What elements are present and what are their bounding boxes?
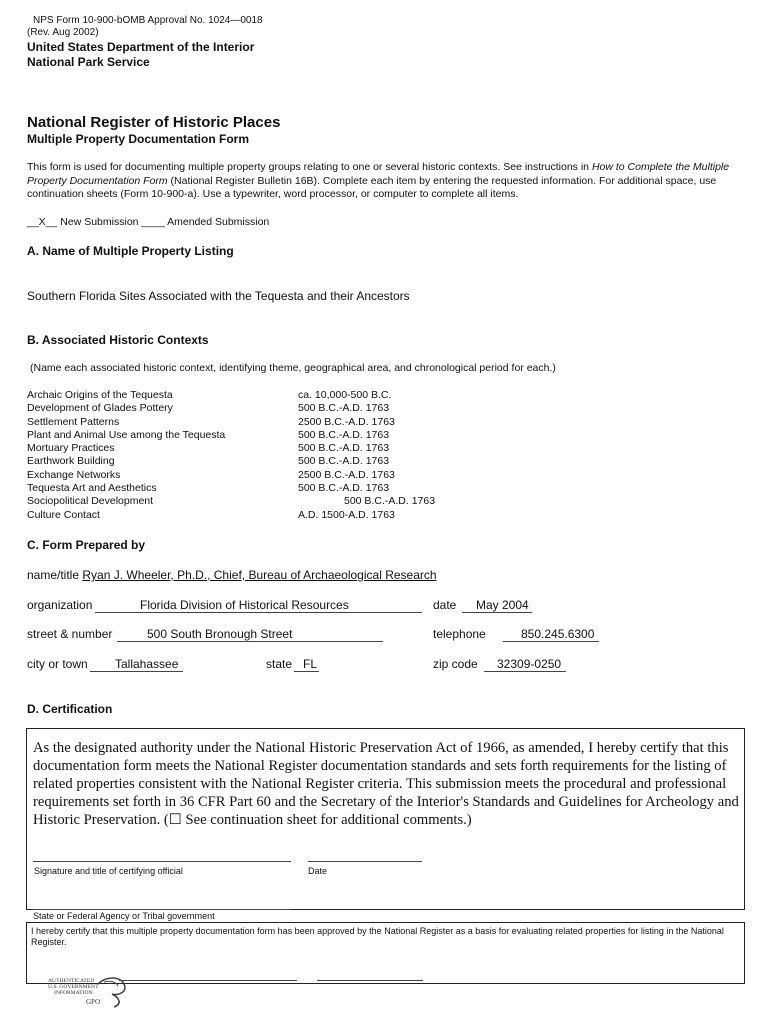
context-name: Plant and Animal Use among the Tequesta [27,428,226,441]
signature-label: Signature and title of certifying official [34,866,183,876]
street-underline [117,641,383,642]
telephone-label: telephone [433,627,486,641]
section-b-instructions: (Name each associated historic context, identifying theme, geographical area, and chronological period for each.) [30,362,556,374]
submission-type [27,216,269,228]
seal-line-2: U.S. GOVERNMENT [48,984,99,990]
context-name: Mortuary Practices [27,442,115,455]
form-number: NPS Form 10-900-bOMB Approval No. 1024—0018 [33,15,263,26]
eagle-icon [94,974,130,1008]
city-underline [90,671,183,672]
nr-signature-line[interactable] [119,980,297,981]
zip-value[interactable]: 32309-0250 [497,657,562,671]
agency-label: State or Federal Agency or Tribal government [33,911,215,921]
certification-statement: As the designated authority under the National Historic Preservation Act of 1966, as amended, I hereby certify that this documentation form meets the National Register documentation standards and sets forth requirements for the listing of related properties consistent with the National Register criteria. This submission meets the procedural and professional requirements set forth in 36 CFR Part 60 and the Secretary of the Interior's Standards and Guidelines for Archeology and Historic Preservation. (☐ See continuation sheet for additional comments.) [33,740,739,828]
amended-submission-mark[interactable]: ____ [141,216,165,228]
context-periods [298,389,435,522]
context-period: 500 B.C.-A.D. 1763 [298,428,390,441]
signature-date-line[interactable] [308,861,422,862]
street-value[interactable]: 500 South Bronough Street [147,627,293,641]
section-c-heading: C. Form Prepared by [27,538,146,552]
section-a-heading: A. Name of Multiple Property Listing [27,244,234,258]
context-name: Earthwork Building [27,455,115,468]
telephone-underline [503,641,599,642]
service-name: National Park Service [27,55,150,69]
context-period: A.D. 1500-A.D. 1763 [298,508,395,521]
continuation-checkbox-icon[interactable]: ☐ [168,812,182,828]
new-submission-label: New Submission [60,216,139,228]
form-subtitle: Multiple Property Documentation Form [27,132,250,146]
name-title-label: name/title [27,568,80,582]
section-d-heading: D. Certification [27,702,113,716]
state-underline [294,671,319,672]
nr-date-line[interactable] [317,980,423,981]
amended-submission-label: Amended Submission [167,216,270,228]
context-names [27,389,225,522]
name-title-row [27,568,437,582]
date-label: date [433,598,457,612]
context-period: ca. 10,000-500 B.C. [298,389,392,401]
context-period: 500 B.C.-A.D. 1763 [344,495,436,508]
context-period: 500 B.C.-A.D. 1763 [298,455,390,468]
date-value[interactable]: May 2004 [476,598,529,612]
context-period: 500 B.C.-A.D. 1763 [298,402,390,415]
context-name: Tequesta Art and Aesthetics [27,482,157,495]
context-period: 500 B.C.-A.D. 1763 [298,442,390,455]
organization-label: organization [27,598,93,612]
section-b-heading: B. Associated Historic Contexts [27,333,209,347]
state-label: state [266,657,293,671]
context-name: Exchange Networks [27,468,121,481]
context-name: Sociopolitical Development [27,495,154,508]
new-submission-mark[interactable]: __X__ [27,216,58,228]
context-period: 2500 B.C.-A.D. 1763 [298,468,395,481]
signature-date-label: Date [308,866,328,876]
seal-line-4: GPO [86,998,101,1006]
signature-line[interactable] [33,861,291,862]
property-listing-name: Southern Florida Sites Associated with the Tequesta and their Ancestors [27,289,410,303]
gpo-seal [40,974,130,1014]
nr-certification-box [26,922,745,984]
date-underline [462,612,532,613]
nr-certification-text: I hereby certify that this multiple property documentation form has been approved by the National Register as a basis for evaluating related properties for listing in the National Register. [31,926,724,947]
state-value[interactable]: FL [303,657,318,671]
context-name: Settlement Patterns [27,415,120,428]
context-period: 2500 B.C.-A.D. 1763 [298,415,395,428]
seal-line-3: INFORMATION [54,990,93,996]
agency-signature-line[interactable] [33,909,291,910]
zip-underline [484,671,566,672]
context-name: Culture Contact [27,508,100,521]
city-label: city or town [27,657,88,671]
form-revision: (Rev. Aug 2002) [27,27,99,38]
telephone-value[interactable]: 850.245.6300 [521,627,595,641]
organization-value[interactable]: Florida Division of Historical Resources [140,598,349,612]
seal-line-1: AUTHENTICATED [48,978,95,984]
organization-underline [95,612,422,613]
form-intro: This form is used for documenting multiple property groups relating to one or several historic contexts. See instructions in How to Complete the Multiple Property Documentation Form (National Register Bulletin 16B). Complete each item by entering the requested information. For additional space, use continuation sheets (Form 10-900-a). Use a typewriter, word processor, or computer to complete all items. [27,161,730,200]
name-title-value[interactable]: Ryan J. Wheeler, Ph.D., Chief, Bureau of Archaeological Research [82,568,437,582]
city-value[interactable]: Tallahassee [115,657,179,671]
context-name: Archaic Origins of the Tequesta [27,389,173,401]
context-name: Development of Glades Pottery [27,402,173,415]
context-period: 500 B.C.-A.D. 1763 [298,482,390,495]
form-title: National Register of Historic Places [27,114,281,131]
zip-label: zip code [433,657,478,671]
street-label: street & number [27,627,113,641]
department-name: United States Department of the Interior [27,40,255,54]
certification-box [26,728,745,910]
